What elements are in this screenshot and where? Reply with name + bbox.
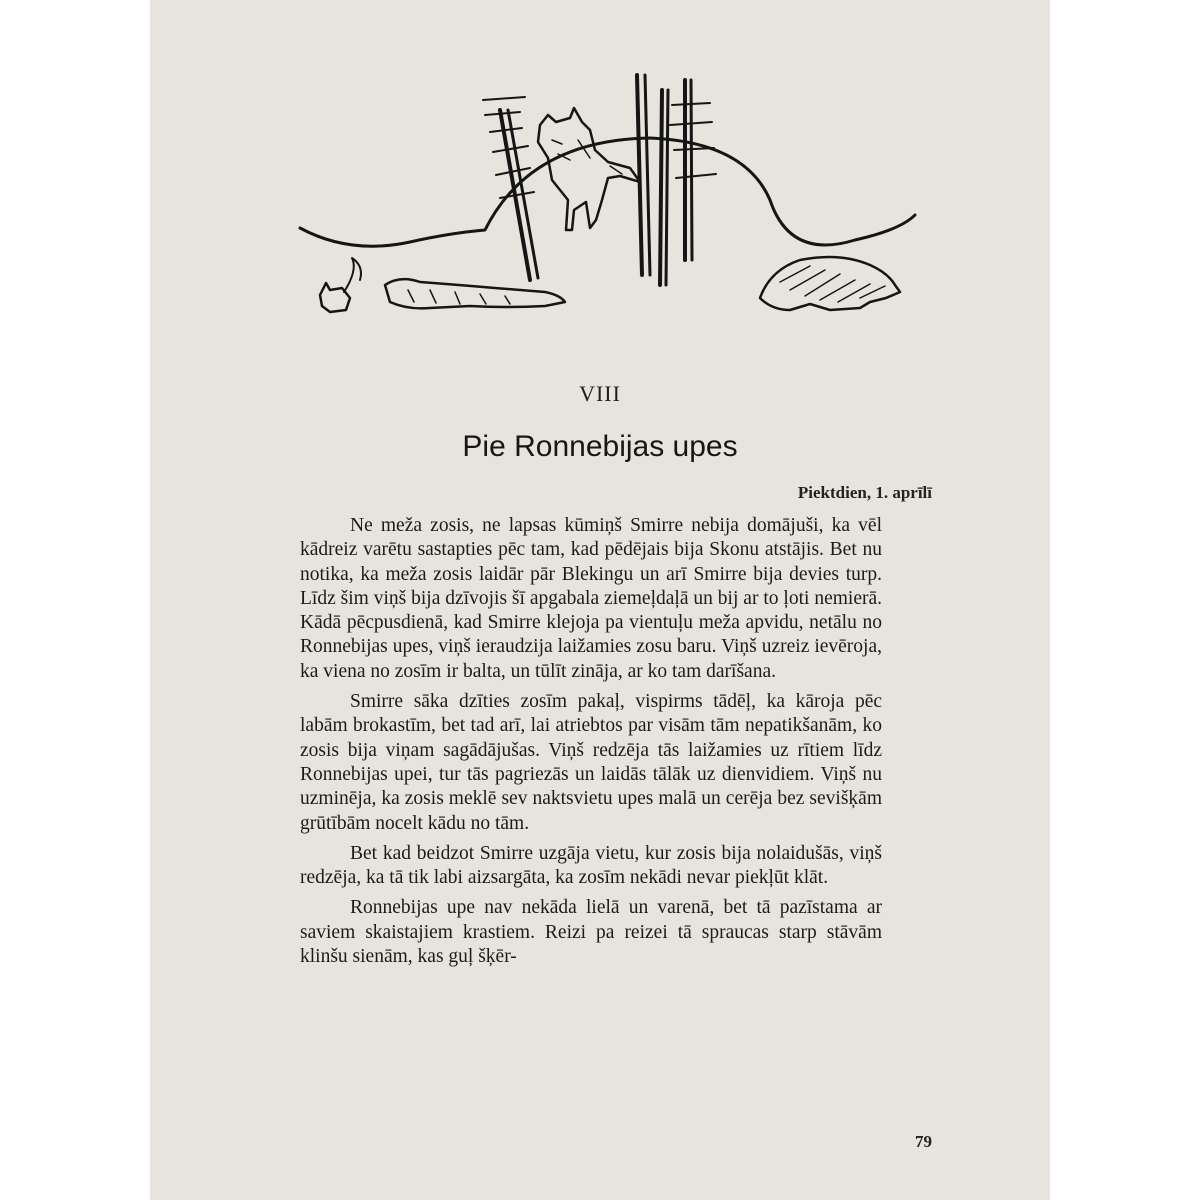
date-heading: Piektdien, 1. aprīlī	[797, 483, 932, 502]
paragraph: Smirre sāka dzīties zosīm pakaļ, vispirms tādēļ, ka kāroja pēc labām brokastīm, bet tad arī, lai atriebtos par visām tām nepatikšanām, ko zosis bija viņam sagādājušas. Viņš redzēja tās laižamies uz rītiem līdz Ronnebijas upei, tur tās pagriezās un laidās tālāk uz dienvidiem. Viņš nu uzminēja, ka zosis meklē sev naktsvietu upes malā un cerēja bez sevišķām grūtībām nocelt kādu no tām.	[300, 691, 882, 834]
chapter-title: Pie Ronnebijas upes	[462, 430, 738, 463]
page-number: 79	[915, 1132, 932, 1151]
paragraph: Bet kad beidzot Smirre uzgāja vietu, kur zosis bija nolaidušās, viņš redzēja, ka tā tik labi aizsargāta, ka zosīm nekādi nevar piekļūt klāt.	[300, 842, 882, 889]
paragraph: Ronnebijas upe nav nekāda lielā un varenā, bet tā pazīstama ar saviem skaistajiem krastiem. Reizi pa reizei tā spraucas starp stāvām klinšu sienām, kas guļ šķēr-	[300, 897, 882, 968]
forest-animals-illustration	[290, 70, 920, 330]
body-text	[300, 514, 882, 975]
chapter-number: VIII	[579, 381, 621, 406]
book-page	[150, 0, 1050, 1200]
paragraph: Ne meža zosis, ne lapsas kūmiņš Smirre nebija domājuši, ka vēl kādreiz varētu sastapties pēc tam, kad pēdējais bija Skonu atstājis. Bet nu notika, ka meža zosis laidār pār Blekingu un arī Smirre bija devies turp. Līdz šim viņš bija dzīvojis šī apgabala ziemeļdaļā un bij ar to ļoti nemierā. Kādā pēcpusdienā, kad Smirre klejoja pa vientuļu meža apvidu, netālu no Ronnebijas upes, viņš ieraudzija laižamies zosu baru. Viņš uzreiz ievēroja, ka viena no zosīm ir balta, un tūlīt zināja, ar ko tam darīšana.	[300, 515, 882, 682]
